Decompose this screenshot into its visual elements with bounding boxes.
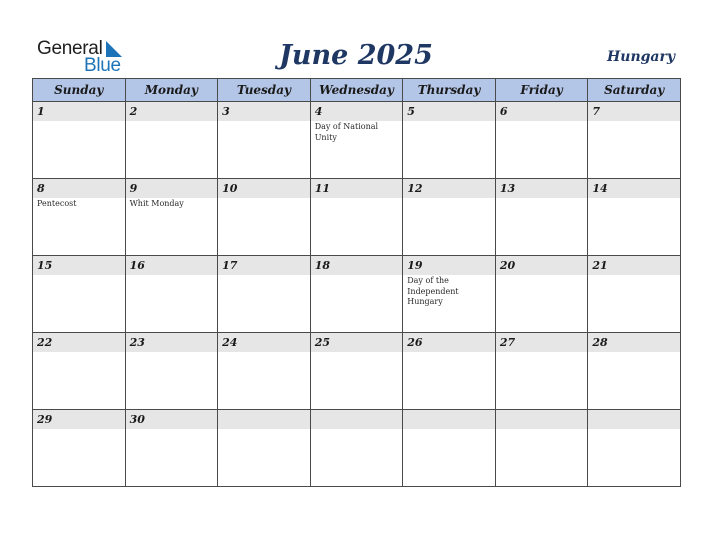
weekday-header: Friday [495, 79, 588, 102]
day-cell[interactable] [495, 256, 588, 333]
day-number: 28 [588, 333, 680, 352]
weekday-header: Saturday [588, 79, 681, 102]
holiday-label [33, 352, 125, 353]
weekday-header: Sunday [33, 79, 126, 102]
day-number: 13 [496, 179, 588, 198]
weekday-header: Monday [125, 79, 218, 102]
holiday-label: Whit Monday [129, 199, 184, 208]
holiday-label [311, 429, 403, 430]
holiday-label: Pentecost [37, 199, 77, 208]
day-number: 6 [496, 102, 588, 121]
holiday-label [496, 352, 588, 353]
day-cell[interactable] [403, 179, 496, 256]
day-number: 19 [403, 256, 495, 275]
calendar-title: June 2025 [279, 40, 433, 71]
day-cell[interactable] [125, 333, 218, 410]
week-row [33, 410, 681, 487]
holiday-label [218, 352, 310, 353]
day-number: 2 [126, 102, 218, 121]
holiday-label [311, 352, 403, 353]
day-cell[interactable] [218, 333, 311, 410]
day-cell[interactable] [218, 410, 311, 487]
day-number: 8 [33, 179, 125, 198]
day-cell[interactable] [33, 102, 126, 179]
day-number: 20 [496, 256, 588, 275]
weekday-header: Thursday [403, 79, 496, 102]
holiday-label [403, 429, 495, 430]
day-cell[interactable] [310, 102, 403, 179]
day-number: 9 [126, 179, 218, 198]
holiday-label [588, 198, 680, 199]
day-number: 27 [496, 333, 588, 352]
day-number: 25 [311, 333, 403, 352]
day-cell[interactable] [403, 333, 496, 410]
holiday-label [588, 121, 680, 122]
holiday-label [126, 275, 218, 276]
holiday-label [33, 275, 125, 276]
day-cell[interactable] [125, 256, 218, 333]
day-cell[interactable] [588, 333, 681, 410]
day-cell[interactable] [495, 179, 588, 256]
day-cell[interactable] [310, 410, 403, 487]
day-number [218, 410, 310, 429]
day-number: 17 [218, 256, 310, 275]
holiday-label: Day of National Unity [314, 122, 379, 142]
day-cell[interactable] [33, 333, 126, 410]
day-number: 3 [218, 102, 310, 121]
day-number: 16 [126, 256, 218, 275]
day-cell[interactable] [125, 179, 218, 256]
week-row [33, 256, 681, 333]
holiday-label [218, 121, 310, 122]
week-row [33, 102, 681, 179]
day-cell[interactable] [588, 256, 681, 333]
day-cell[interactable] [403, 102, 496, 179]
day-cell[interactable] [218, 179, 311, 256]
day-number: 30 [126, 410, 218, 429]
day-number: 18 [311, 256, 403, 275]
day-number [496, 410, 588, 429]
day-cell[interactable] [403, 410, 496, 487]
logo-text-blue: Blue [84, 55, 121, 76]
day-cell[interactable] [125, 410, 218, 487]
day-cell[interactable] [33, 179, 126, 256]
logo-text-general: General [37, 38, 103, 59]
holiday-label [496, 429, 588, 430]
day-number: 21 [588, 256, 680, 275]
holiday-label [588, 352, 680, 353]
holiday-label [126, 352, 218, 353]
weekday-header: Wednesday [310, 79, 403, 102]
weekday-header-row [33, 79, 681, 102]
day-cell[interactable] [310, 179, 403, 256]
day-number: 11 [311, 179, 403, 198]
holiday-label: Day of the Independent Hungary [407, 276, 459, 306]
day-number: 14 [588, 179, 680, 198]
day-cell[interactable] [495, 102, 588, 179]
holiday-label [588, 275, 680, 276]
holiday-label [496, 275, 588, 276]
day-number: 24 [218, 333, 310, 352]
day-cell[interactable] [310, 256, 403, 333]
day-cell[interactable] [403, 256, 496, 333]
day-number: 29 [33, 410, 125, 429]
day-number: 7 [588, 102, 680, 121]
holiday-label [126, 429, 218, 430]
day-number: 23 [126, 333, 218, 352]
holiday-label [403, 352, 495, 353]
day-number: 12 [403, 179, 495, 198]
day-cell[interactable] [588, 410, 681, 487]
holiday-label [33, 429, 125, 430]
day-number [588, 410, 680, 429]
day-cell[interactable] [310, 333, 403, 410]
day-cell[interactable] [495, 410, 588, 487]
day-cell[interactable] [218, 256, 311, 333]
weekday-header: Tuesday [218, 79, 311, 102]
day-number [403, 410, 495, 429]
holiday-label [218, 275, 310, 276]
day-cell[interactable] [588, 179, 681, 256]
day-number: 15 [33, 256, 125, 275]
holiday-label [588, 429, 680, 430]
holiday-label [311, 275, 403, 276]
holiday-label [33, 121, 125, 122]
holiday-label [496, 198, 588, 199]
day-cell[interactable] [588, 102, 681, 179]
week-row [33, 179, 681, 256]
day-cell[interactable] [218, 102, 311, 179]
calendar-grid [32, 78, 681, 487]
day-number: 4 [311, 102, 403, 121]
day-cell[interactable] [495, 333, 588, 410]
day-number: 22 [33, 333, 125, 352]
day-number: 5 [403, 102, 495, 121]
week-row [33, 333, 681, 410]
day-cell[interactable] [33, 410, 126, 487]
day-cell[interactable] [33, 256, 126, 333]
holiday-label [218, 429, 310, 430]
day-number: 10 [218, 179, 310, 198]
holiday-label [403, 198, 495, 199]
holiday-label [218, 198, 310, 199]
holiday-label [311, 198, 403, 199]
day-number [311, 410, 403, 429]
holiday-label [126, 121, 218, 122]
holiday-label [496, 121, 588, 122]
country-label: Hungary [607, 49, 675, 65]
day-number: 1 [33, 102, 125, 121]
holiday-label [403, 121, 495, 122]
day-cell[interactable] [125, 102, 218, 179]
day-number: 26 [403, 333, 495, 352]
